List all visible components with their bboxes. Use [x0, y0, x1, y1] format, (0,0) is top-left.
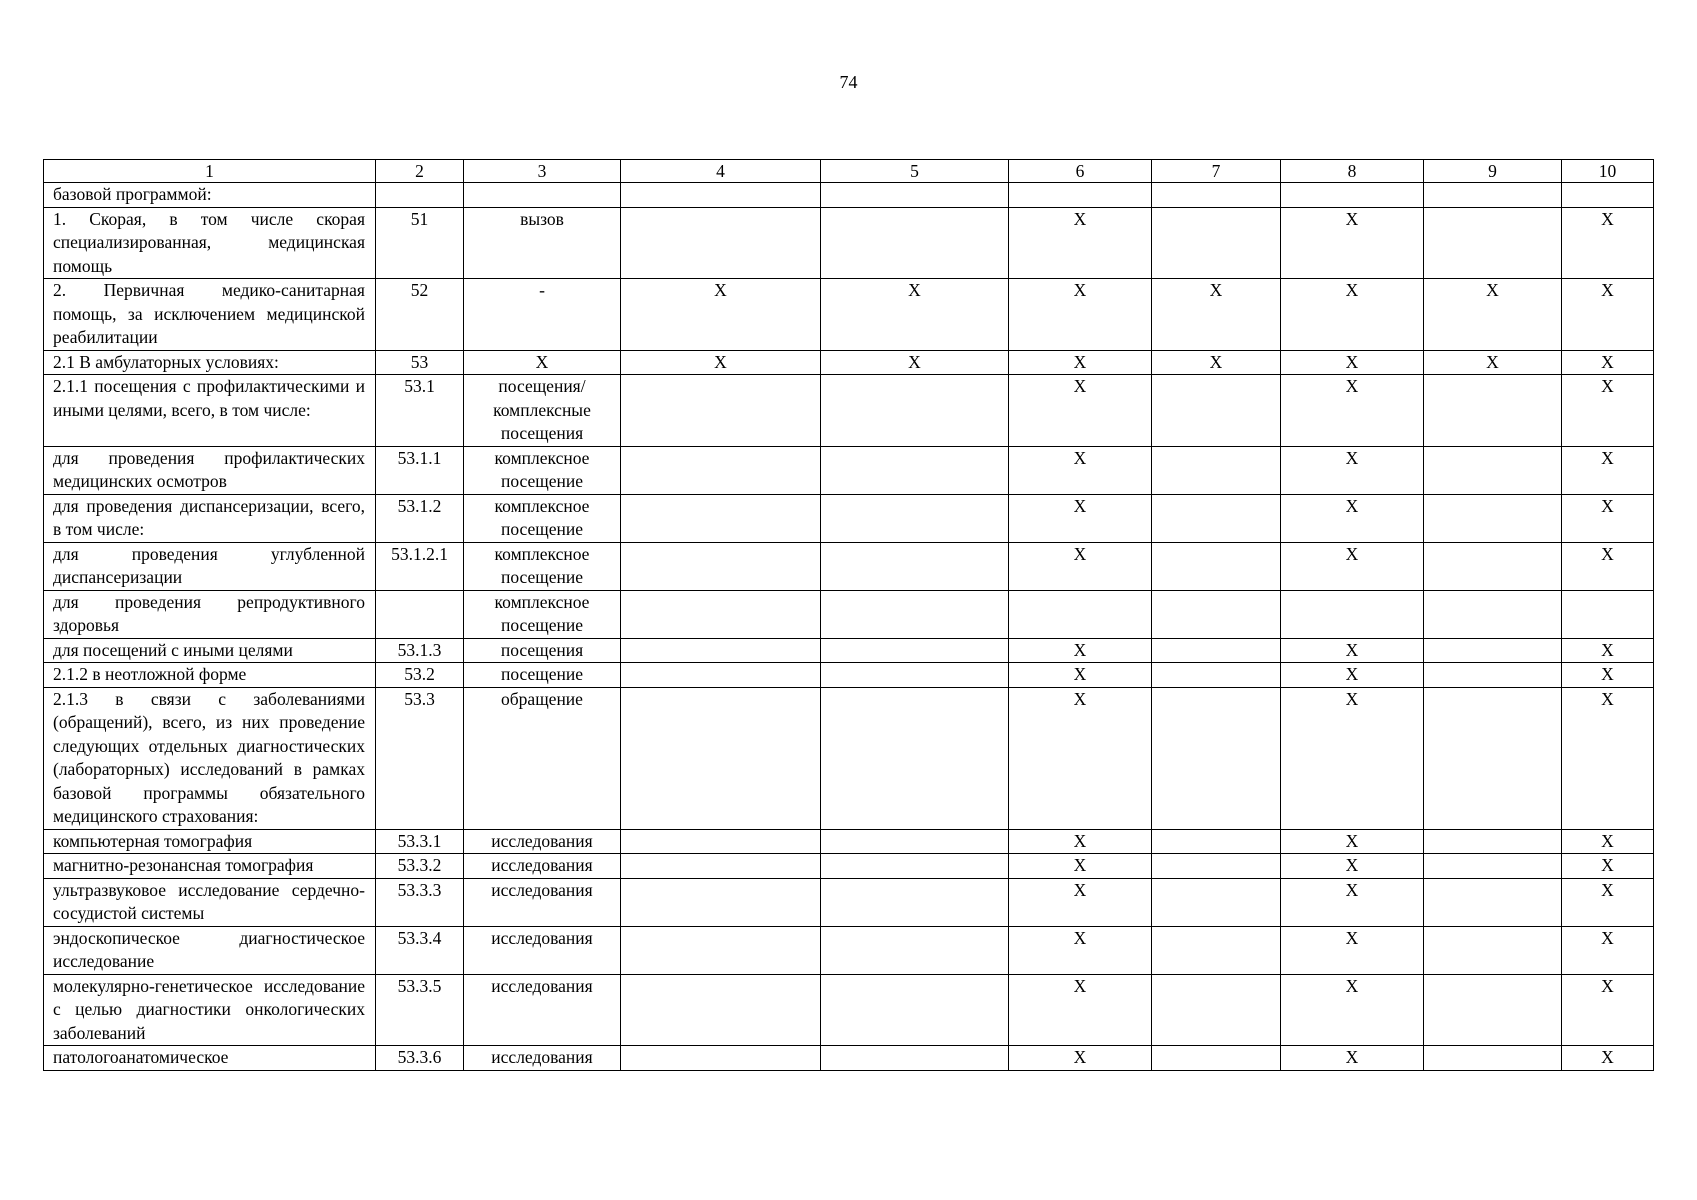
- row-col-6: X: [1009, 350, 1152, 375]
- row-col-6: X: [1009, 542, 1152, 590]
- row-unit: посещения: [464, 638, 621, 663]
- row-unit: исследования: [464, 878, 621, 926]
- table-row: [44, 542, 1654, 590]
- row-name: для проведения профилактических медицинских осмотров: [44, 446, 376, 494]
- row-col-8: [1281, 183, 1424, 208]
- row-col-8: X: [1281, 663, 1424, 688]
- row-code: 53: [376, 350, 464, 375]
- row-col-4: [621, 878, 821, 926]
- row-col-4: [621, 183, 821, 208]
- row-col-4: [621, 829, 821, 854]
- row-col-6: X: [1009, 663, 1152, 688]
- row-name: компьютерная томография: [44, 829, 376, 854]
- table-row: [44, 279, 1654, 351]
- row-col-7: [1152, 183, 1281, 208]
- row-col-5: [821, 183, 1009, 208]
- column-header: 7: [1152, 160, 1281, 183]
- row-col-5: [821, 1046, 1009, 1071]
- row-code: 53.3.1: [376, 829, 464, 854]
- row-unit: X: [464, 350, 621, 375]
- row-unit: исследования: [464, 854, 621, 879]
- row-name: 2.1.2 в неотложной форме: [44, 663, 376, 688]
- row-unit: посещение: [464, 663, 621, 688]
- row-col-6: [1009, 590, 1152, 638]
- table-row: [44, 854, 1654, 879]
- table-row: [44, 878, 1654, 926]
- row-col-8: X: [1281, 350, 1424, 375]
- row-code: 53.1.2: [376, 494, 464, 542]
- column-header: 8: [1281, 160, 1424, 183]
- column-header: 9: [1424, 160, 1562, 183]
- row-col-5: [821, 590, 1009, 638]
- row-unit: комплексное посещение: [464, 494, 621, 542]
- row-col-4: [621, 663, 821, 688]
- row-col-4: [621, 854, 821, 879]
- row-col-5: [821, 926, 1009, 974]
- row-col-5: X: [821, 350, 1009, 375]
- row-col-8: X: [1281, 974, 1424, 1046]
- table-row: [44, 1046, 1654, 1071]
- row-col-10: X: [1562, 829, 1654, 854]
- table-row: [44, 375, 1654, 447]
- row-name: 2.1.3 в связи с заболеваниями (обращений), всего, из них проведение следующих отдельных диагностических (лабораторных) исследований в рамках базовой программы обязательного медицинского страхования:: [44, 687, 376, 829]
- row-code: 51: [376, 207, 464, 279]
- row-col-6: X: [1009, 494, 1152, 542]
- row-col-6: X: [1009, 926, 1152, 974]
- row-col-8: X: [1281, 375, 1424, 447]
- row-col-8: [1281, 590, 1424, 638]
- row-unit: комплексное посещение: [464, 542, 621, 590]
- row-col-10: X: [1562, 687, 1654, 829]
- row-col-10: X: [1562, 350, 1654, 375]
- row-col-4: [621, 974, 821, 1046]
- row-code: 53.1.2.1: [376, 542, 464, 590]
- row-name: для посещений с иными целями: [44, 638, 376, 663]
- row-col-8: X: [1281, 878, 1424, 926]
- row-col-4: [621, 638, 821, 663]
- row-col-10: X: [1562, 375, 1654, 447]
- row-code: 53.3.4: [376, 926, 464, 974]
- row-col-6: X: [1009, 829, 1152, 854]
- column-header: 1: [44, 160, 376, 183]
- row-col-10: X: [1562, 663, 1654, 688]
- row-name: 2.1.1 посещения с профилактическими и иными целями, всего, в том числе:: [44, 375, 376, 447]
- row-col-8: X: [1281, 829, 1424, 854]
- row-col-9: [1424, 974, 1562, 1046]
- data-table: [43, 159, 1654, 1071]
- row-col-5: [821, 494, 1009, 542]
- row-col-9: [1424, 207, 1562, 279]
- table-body: [44, 160, 1654, 1071]
- row-col-10: X: [1562, 854, 1654, 879]
- row-code: 53.3: [376, 687, 464, 829]
- row-col-4: [621, 375, 821, 447]
- row-col-5: [821, 878, 1009, 926]
- row-col-4: [621, 926, 821, 974]
- row-col-5: [821, 446, 1009, 494]
- row-col-7: [1152, 590, 1281, 638]
- row-col-9: [1424, 590, 1562, 638]
- row-col-7: [1152, 375, 1281, 447]
- row-col-10: X: [1562, 1046, 1654, 1071]
- row-col-8: X: [1281, 926, 1424, 974]
- row-col-4: [621, 446, 821, 494]
- table-row: [44, 446, 1654, 494]
- column-header: 2: [376, 160, 464, 183]
- row-code: 52: [376, 279, 464, 351]
- row-col-5: X: [821, 279, 1009, 351]
- row-col-8: X: [1281, 1046, 1424, 1071]
- row-col-6: X: [1009, 279, 1152, 351]
- row-col-6: X: [1009, 854, 1152, 879]
- row-col-9: [1424, 687, 1562, 829]
- row-col-9: [1424, 375, 1562, 447]
- row-code: 53.3.5: [376, 974, 464, 1046]
- row-name: 1. Скорая, в том числе скорая специализированная, медицинская помощь: [44, 207, 376, 279]
- row-col-8: X: [1281, 207, 1424, 279]
- row-col-10: X: [1562, 446, 1654, 494]
- row-name: ультразвуковое исследование сердечно-сосудистой системы: [44, 878, 376, 926]
- row-name: 2.1 В амбулаторных условиях:: [44, 350, 376, 375]
- row-col-7: [1152, 638, 1281, 663]
- row-col-7: [1152, 663, 1281, 688]
- row-name: для проведения углубленной диспансеризации: [44, 542, 376, 590]
- table-row: [44, 207, 1654, 279]
- row-col-10: X: [1562, 638, 1654, 663]
- row-unit: исследования: [464, 926, 621, 974]
- row-col-5: [821, 663, 1009, 688]
- row-unit: обращение: [464, 687, 621, 829]
- row-col-6: X: [1009, 207, 1152, 279]
- row-col-10: [1562, 183, 1654, 208]
- row-code: 53.3.2: [376, 854, 464, 879]
- row-col-5: [821, 687, 1009, 829]
- table-row: [44, 590, 1654, 638]
- row-col-7: [1152, 974, 1281, 1046]
- row-col-7: [1152, 687, 1281, 829]
- row-col-7: X: [1152, 279, 1281, 351]
- row-col-4: [621, 494, 821, 542]
- row-col-7: [1152, 446, 1281, 494]
- row-col-9: [1424, 1046, 1562, 1071]
- row-col-10: X: [1562, 878, 1654, 926]
- row-col-9: [1424, 638, 1562, 663]
- row-unit: посещения/ комплексные посещения: [464, 375, 621, 447]
- row-code: [376, 183, 464, 208]
- row-name: эндоскопическое диагностическое исследование: [44, 926, 376, 974]
- row-name: базовой программой:: [44, 183, 376, 208]
- row-col-7: [1152, 926, 1281, 974]
- row-col-10: [1562, 590, 1654, 638]
- row-col-7: [1152, 878, 1281, 926]
- row-col-8: X: [1281, 542, 1424, 590]
- table-row: [44, 687, 1654, 829]
- row-col-5: [821, 207, 1009, 279]
- row-col-10: X: [1562, 494, 1654, 542]
- table-row: [44, 829, 1654, 854]
- row-unit: -: [464, 279, 621, 351]
- column-header: 10: [1562, 160, 1654, 183]
- table-row: [44, 183, 1654, 208]
- row-col-8: X: [1281, 446, 1424, 494]
- row-unit: исследования: [464, 1046, 621, 1071]
- row-col-8: X: [1281, 494, 1424, 542]
- row-col-10: X: [1562, 207, 1654, 279]
- row-code: 53.2: [376, 663, 464, 688]
- row-col-9: [1424, 829, 1562, 854]
- row-col-8: X: [1281, 854, 1424, 879]
- row-col-9: [1424, 926, 1562, 974]
- row-col-6: X: [1009, 878, 1152, 926]
- table-row: [44, 638, 1654, 663]
- row-col-7: [1152, 1046, 1281, 1071]
- row-col-5: [821, 829, 1009, 854]
- row-col-7: [1152, 542, 1281, 590]
- row-col-6: X: [1009, 687, 1152, 829]
- row-name: патологоанатомическое: [44, 1046, 376, 1071]
- row-col-8: X: [1281, 638, 1424, 663]
- row-name: молекулярно-генетическое исследование с целью диагностики онкологических заболеваний: [44, 974, 376, 1046]
- column-header: 5: [821, 160, 1009, 183]
- row-unit: вызов: [464, 207, 621, 279]
- row-col-6: X: [1009, 638, 1152, 663]
- table-row: [44, 494, 1654, 542]
- row-code: 53.1.1: [376, 446, 464, 494]
- table-row: [44, 974, 1654, 1046]
- row-col-6: X: [1009, 1046, 1152, 1071]
- row-col-10: X: [1562, 542, 1654, 590]
- row-col-10: X: [1562, 926, 1654, 974]
- row-code: 53.3.6: [376, 1046, 464, 1071]
- row-code: 53.1.3: [376, 638, 464, 663]
- row-col-4: X: [621, 350, 821, 375]
- row-col-9: [1424, 494, 1562, 542]
- row-col-9: X: [1424, 279, 1562, 351]
- row-col-7: [1152, 854, 1281, 879]
- page-number: 74: [839, 72, 858, 92]
- row-col-5: [821, 375, 1009, 447]
- row-col-9: [1424, 542, 1562, 590]
- row-col-10: X: [1562, 279, 1654, 351]
- row-unit: комплексное посещение: [464, 590, 621, 638]
- row-col-4: X: [621, 279, 821, 351]
- column-header: 4: [621, 160, 821, 183]
- row-unit: исследования: [464, 829, 621, 854]
- row-col-7: [1152, 207, 1281, 279]
- row-name: для проведения репродуктивного здоровья: [44, 590, 376, 638]
- table-row: [44, 350, 1654, 375]
- row-unit: исследования: [464, 974, 621, 1046]
- row-col-9: [1424, 854, 1562, 879]
- row-col-9: [1424, 663, 1562, 688]
- table-row: [44, 663, 1654, 688]
- row-name: 2. Первичная медико-санитарная помощь, за исключением медицинской реабилитации: [44, 279, 376, 351]
- row-col-4: [621, 542, 821, 590]
- row-unit: комплексное посещение: [464, 446, 621, 494]
- row-name: для проведения диспансеризации, всего, в том числе:: [44, 494, 376, 542]
- row-unit: [464, 183, 621, 208]
- row-col-6: X: [1009, 446, 1152, 494]
- row-col-6: [1009, 183, 1152, 208]
- row-col-8: X: [1281, 687, 1424, 829]
- row-code: 53.3.3: [376, 878, 464, 926]
- row-name: магнитно-резонансная томография: [44, 854, 376, 879]
- row-col-9: [1424, 183, 1562, 208]
- row-col-4: [621, 1046, 821, 1071]
- row-col-5: [821, 854, 1009, 879]
- row-col-4: [621, 590, 821, 638]
- row-col-4: [621, 687, 821, 829]
- column-number-row: [44, 160, 1654, 183]
- row-code: [376, 590, 464, 638]
- column-header: 6: [1009, 160, 1152, 183]
- row-col-9: X: [1424, 350, 1562, 375]
- row-col-7: X: [1152, 350, 1281, 375]
- row-col-4: [621, 207, 821, 279]
- row-col-8: X: [1281, 279, 1424, 351]
- row-col-7: [1152, 829, 1281, 854]
- row-code: 53.1: [376, 375, 464, 447]
- row-col-5: [821, 638, 1009, 663]
- row-col-5: [821, 542, 1009, 590]
- row-col-9: [1424, 878, 1562, 926]
- row-col-10: X: [1562, 974, 1654, 1046]
- table-row: [44, 926, 1654, 974]
- row-col-6: X: [1009, 375, 1152, 447]
- row-col-7: [1152, 494, 1281, 542]
- row-col-9: [1424, 446, 1562, 494]
- row-col-6: X: [1009, 974, 1152, 1046]
- row-col-5: [821, 974, 1009, 1046]
- column-header: 3: [464, 160, 621, 183]
